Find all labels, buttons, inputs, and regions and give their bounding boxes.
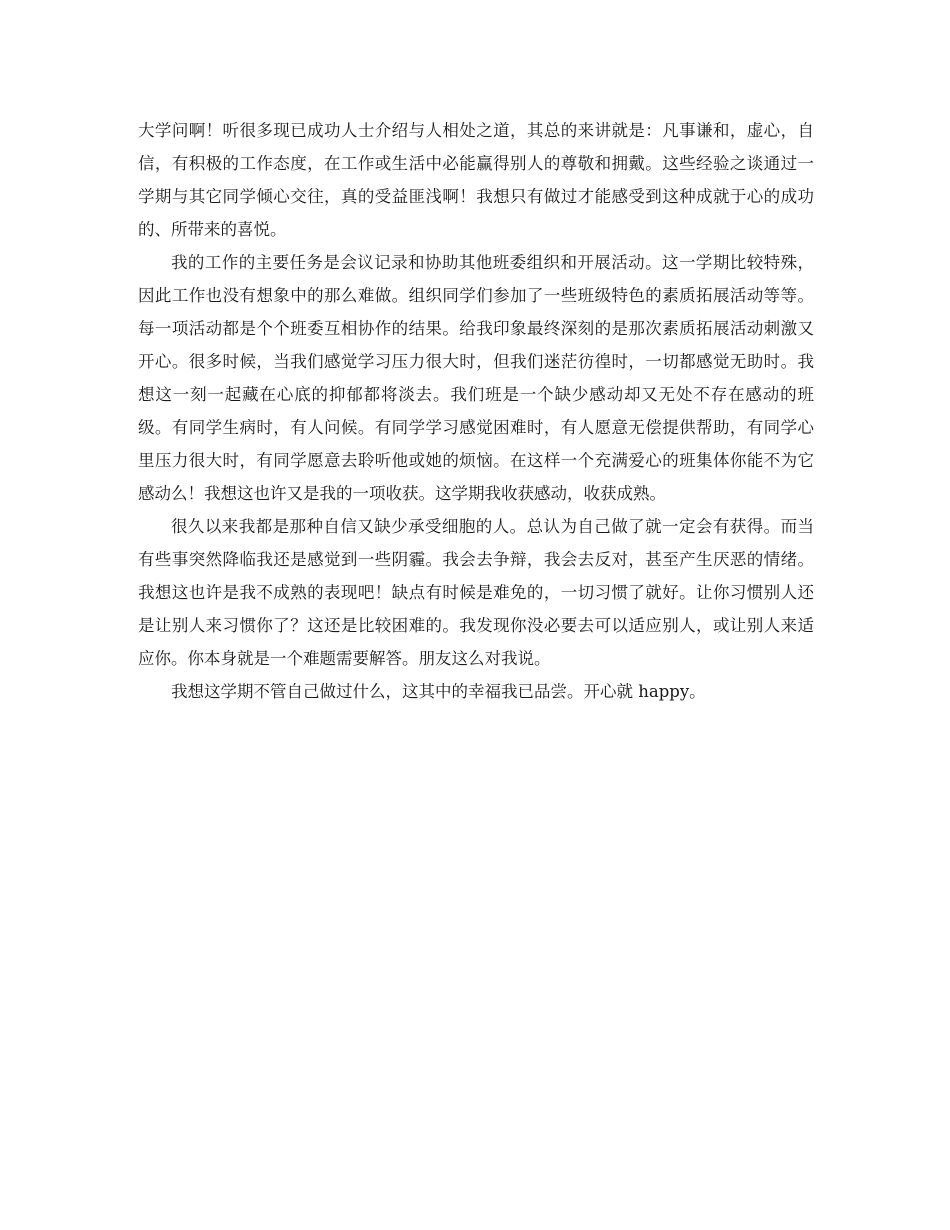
paragraph-work-duties: 我的工作的主要任务是会议记录和协助其他班委组织和开展活动。这一学期比较特殊，因此工作也没有想象中的那么难做。组织同学们参加了一些班级特色的素质拓展活动等等。每一项活动都是个个班委互相协作的结果。给我印象最终深刻的是那次素质拓展活动刺激又开心。很多时候，当我们感觉学习压力很大时，但我们迷茫彷徨时，一切都感觉无助时。我想这一刻一起藏在心底的抑郁都将淡去。我们班是一个缺少感动却又无处不存在感动的班级。有同学生病时，有人问候。有同学学习感觉困难时，有人愿意无偿提供帮助，有同学心里压力很大时，有同学愿意去聆听他或她的烦恼。在这样一个充满爱心的班集体你能不为它感动么！我想这也许又是我的一项收获。这学期我收获感动，收获成熟。 bbox=[138, 253, 814, 503]
paragraph-conclusion: 我想这学期不管自己做过什么，这其中的幸福我已品尝。开心就 happy。 bbox=[171, 682, 706, 701]
paragraph-continuation: 大学问啊！听很多现已成功人士介绍与人相处之道，其总的来讲就是：凡事谦和，虚心，自信，有积极的工作态度，在工作或生活中必能赢得别人的尊敬和拥戴。这些经验之谈通过一学期与其它同学倾心交往，真的受益匪浅啊！我想只有做过才能感受到这种成就于心的成功的、所带来的喜悦。 bbox=[138, 121, 814, 239]
paragraph-self-reflection: 很久以来我都是那种自信又缺少承受细胞的人。总认为自己做了就一定会有获得。而当有些事突然降临我还是感觉到一些阴霾。我会去争辩，我会去反对，甚至产生厌恶的情绪。我想这也许是我不成熟的表现吧！缺点有时候是难免的，一切习惯了就好。让你习惯别人还是让别人来习惯你了？这还是比较困难的。我发现你没必要去可以适应别人，或让别人来适应你。你本身就是一个难题需要解答。朋友这么对我说。 bbox=[138, 517, 814, 668]
document-body bbox=[138, 114, 814, 708]
